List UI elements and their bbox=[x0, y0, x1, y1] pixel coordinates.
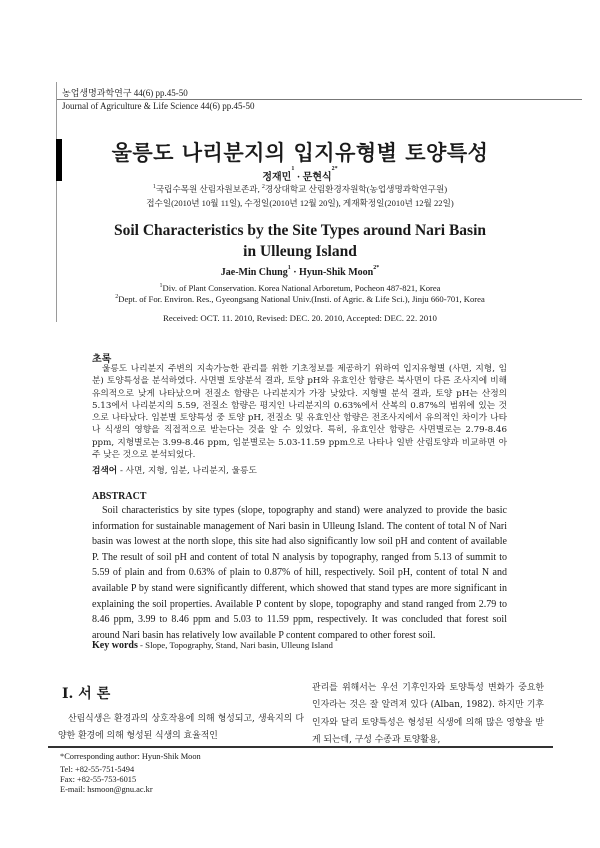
affil-en-2-text: Dept. of For. Environ. Res., Gyeongsang National Univ.(Insti. of Agric. & Life Sci.), Jinju 660-701, Korea bbox=[118, 294, 485, 304]
affil-1: 국립수목원 산림자원보존과, bbox=[155, 184, 262, 194]
author-1-en: Jae-Min Chung bbox=[220, 267, 288, 278]
email-link[interactable]: E-mail: hsmoon@gnu.ac.kr bbox=[60, 785, 153, 794]
affil-1-sup: 1 bbox=[152, 184, 156, 190]
affil-en-1-text: Div. of Plant Conservation. Korea National Arboretum, Pocheon 487-821, Korea bbox=[162, 283, 441, 293]
affiliation-en-1 bbox=[0, 283, 600, 294]
author-1-en-sup: 1 bbox=[287, 265, 291, 271]
author-2: 문현식 bbox=[302, 172, 332, 183]
intro-right-column: 관리를 위해서는 우선 기후인자와 토양특성 변화가 중요한 인자라는 것은 잘 알려져 있다 (Alban, 1982). 하지만 기후인자와 달리 토양특성은 형성된 식생에 의해 많은 영향을 받게 되는데, 구성 수종과 토양활용, bbox=[312, 683, 544, 745]
title-en-line-2: in Ulleung Island bbox=[243, 243, 357, 260]
affiliations-korean bbox=[0, 182, 600, 210]
affiliation-line bbox=[0, 182, 600, 196]
title-en-line-1: Soil Characteristics by the Site Types around Nari Basin bbox=[113, 222, 487, 239]
section-introduction-heading: I. 서 론 bbox=[62, 686, 111, 702]
header-rule bbox=[57, 99, 582, 100]
abstract-korean-heading: 초록 bbox=[92, 354, 112, 365]
affil-2: 경상대학교 산림환경자원학(농업생명과학연구원) bbox=[264, 184, 448, 194]
keywords-english-list: - Slope, Topography, Stand, Nari basin, Ulleung Island bbox=[137, 640, 333, 650]
authors-korean bbox=[0, 168, 600, 183]
abstract-korean-body: 울릉도 나리분지 주변의 지속가능한 관리를 위한 기초정보를 제공하기 위하여 입지유형별 (사면, 지형, 임분) 토양특성을 분석하였다. 사면별 토양분석 결과, 토양 pH와 유효인산 함량은 북사면이 다른 조사지에 비해 유의적으로 낮게 나타났으며 전질소 함량은 나리분지가 가장 낮았다. 지형별 분석 결과, 토양 pH는 산정의 5.13에서 나리분지의 5.59, 전질소 함량은 평지인 나리분지의 0.63%에서 산복의 0.87%의 범위에 있는 것으로 나타났다. 임분별 토양특성 중 토양 pH, 전질소 및 유효인산 함량은 전조사지에서 유의적인 차이가 나타나 식생의 영향을 직접적으로 받는다는 것을 알 수 있었다. 특히, 유효인산 함량은 사면별로는 2.79-8.46 ppm, 지형별로는 3.99-8.46 ppm, 임분별로는 5.03-11.59 ppm으로 나타나 일반 산림토양과 비교하면 아주 낮은 것으로 분석되었다. bbox=[92, 364, 507, 461]
authors-english bbox=[0, 267, 600, 278]
author-separator: · bbox=[294, 172, 303, 183]
corresponding-author: *Corresponding author: Hyun-Shik Moon bbox=[60, 752, 201, 761]
affil-en-2-sup: 2 bbox=[115, 294, 119, 300]
dates-korean: 접수일(2010년 10월 11일), 수정일(2010년 12월 20일), 게재확정일(2010년 12월 22일) bbox=[146, 198, 454, 208]
fax: Fax: +82-55-753-6015 bbox=[60, 775, 137, 784]
abstract-english-body: Soil characteristics by site types (slope, topography and stand) were analyzed to provide the basic information for sustainable management of Nari basin in Ulleung Island. The content of total N of Nari basin was lowest at the north slope, this site had also significantly low soil pH and content of available P. The result of soil pH and content of total N analysis by topography, ranged from 5.13 of summit to 5.59 of plain and from 0.63% of plain to 0.87% of hill, respectively. Soil pH, content of total N and available P by stand were significantly different, which showed that stand types are more significant in explaining the soil properties. Available P content by slope, topography and stand ranged from 2.79 to 8.46 ppm, 3.99 to 8.46 ppm and 5.03 to 11.59 ppm, respectively. It was concluded that forest soil around Nari basin has relatively low available P content compared to other forest soil. bbox=[92, 505, 507, 641]
keywords-korean bbox=[92, 464, 257, 476]
keywords-english-label: Key words bbox=[92, 640, 138, 651]
corresponding-author-footnote bbox=[60, 752, 201, 795]
keywords-korean-list: - 사면, 지형, 임분, 나리분지, 울릉도 bbox=[117, 466, 257, 476]
author-separator-en: · bbox=[290, 267, 300, 278]
telephone: Tel: +82-55-751-5494 bbox=[60, 765, 135, 774]
affiliations-english bbox=[0, 283, 600, 305]
dates-english: Received: OCT. 11. 2010, Revised: DEC. 20. 2010, Accepted: DEC. 22. 2010 bbox=[163, 313, 437, 323]
keywords-english bbox=[92, 640, 333, 651]
author-2-en: Hyun-Shik Moon bbox=[299, 267, 374, 278]
paper-title-english bbox=[0, 220, 600, 262]
author-2-en-sup: 2* bbox=[373, 265, 380, 271]
affil-2-sup: 2 bbox=[261, 184, 265, 190]
footnote-rule bbox=[48, 746, 553, 748]
author-1-sup: 1 bbox=[291, 166, 295, 172]
abstract-english-heading: ABSTRACT bbox=[92, 491, 147, 502]
journal-header-korean: 농업생명과학연구 44(6) pp.45-50 bbox=[62, 88, 188, 98]
affiliation-en-2 bbox=[0, 294, 600, 305]
author-2-sup: 2* bbox=[331, 166, 338, 172]
keywords-korean-label: 검색어 bbox=[92, 466, 118, 476]
journal-header-english: Journal of Agriculture & Life Science 44(6) pp.45-50 bbox=[62, 101, 255, 111]
author-1: 정재민 bbox=[262, 172, 292, 183]
intro-left-column: 산림식생은 환경과의 상호작용에 의해 형성되고, 생육지의 다양한 환경에 의해 형성된 식생의 효율적인 bbox=[58, 714, 304, 741]
affil-en-1-sup: 1 bbox=[159, 283, 163, 289]
paper-title-korean: 울릉도 나리분지의 입지유형별 토양특성 bbox=[111, 141, 489, 165]
